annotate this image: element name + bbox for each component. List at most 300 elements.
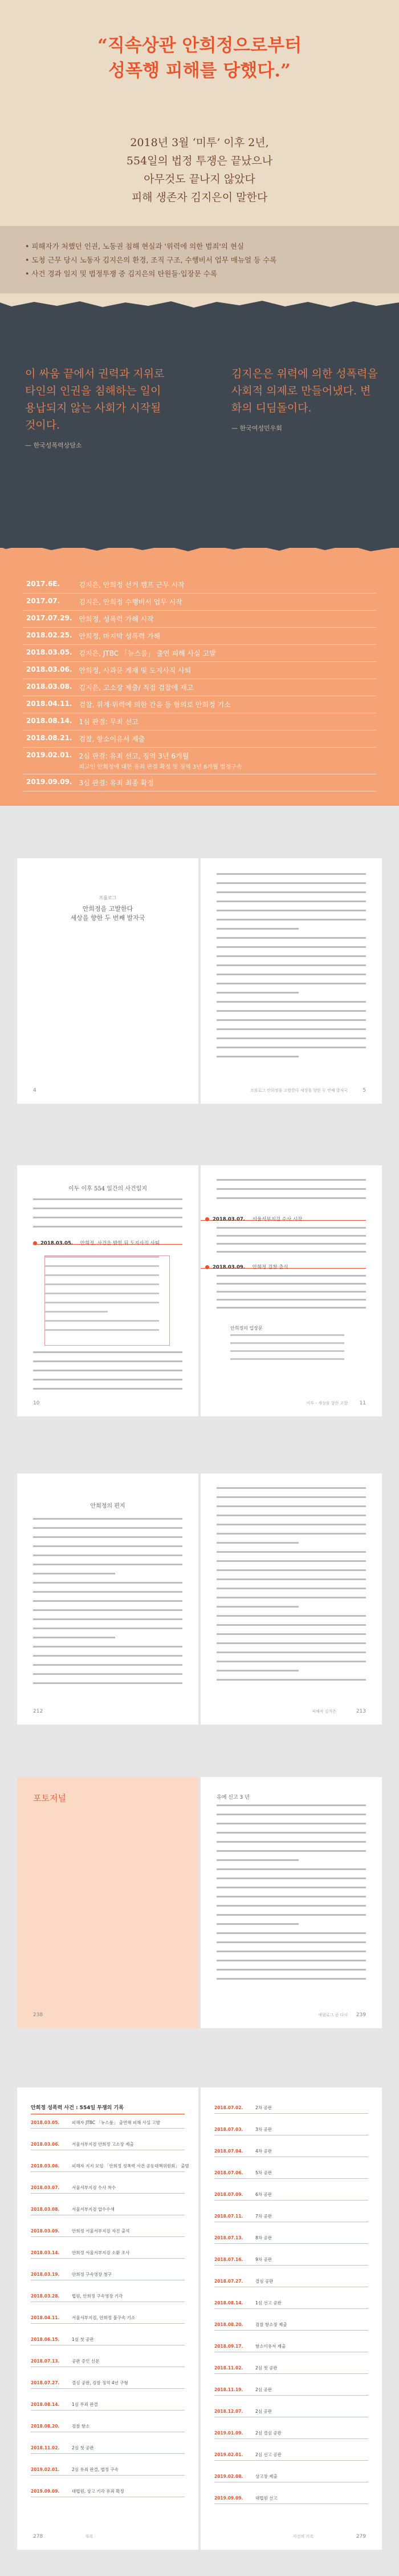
divider xyxy=(214,2330,368,2331)
text-line xyxy=(217,1941,366,1943)
text-line xyxy=(33,1351,182,1353)
timeline-row xyxy=(23,662,376,679)
photo-journal-title: 포토저널 xyxy=(33,1793,66,1803)
chronology-text: 1심 선고 공판 xyxy=(255,2300,282,2306)
text-lines xyxy=(33,1351,182,1403)
text-line xyxy=(217,910,366,911)
text-line xyxy=(45,1293,159,1294)
chronology-row xyxy=(31,2445,94,2451)
timeline-cell xyxy=(75,628,376,645)
chronology-title: 안희정 성폭력 사건 : 554일 투쟁의 기록 xyxy=(31,2105,124,2111)
chronology-text: 2심 결심 공판 xyxy=(255,2430,282,2436)
chronology-row xyxy=(31,2315,135,2321)
book-spread-4 xyxy=(0,1747,399,2067)
chronology-row xyxy=(31,2119,160,2126)
chronology-text: 2심 공판 xyxy=(255,2409,272,2414)
chronology-date: 2018.07.02. xyxy=(214,2105,243,2110)
event-date: 2018.03.05. xyxy=(40,1241,74,1246)
text-line xyxy=(217,891,366,893)
text-line xyxy=(217,882,366,884)
text-line xyxy=(217,1606,299,1608)
bullet-dot xyxy=(205,1265,209,1269)
divider xyxy=(214,2243,368,2244)
text-line xyxy=(217,1814,366,1815)
timeline-text: 김지은, 안희정 수행비서 업무 시작 xyxy=(79,598,182,606)
timeline-row xyxy=(23,628,376,645)
divider xyxy=(31,2388,185,2389)
text-line xyxy=(217,1197,366,1199)
text-line xyxy=(45,1329,159,1331)
statement-title: 안희정의 입장문 xyxy=(230,1326,263,1331)
chronology-date: 2018.07.13. xyxy=(214,2235,243,2240)
text-line xyxy=(217,901,366,902)
chronology-row xyxy=(31,2423,89,2429)
text-line xyxy=(33,1360,182,1362)
hero-sub-line4: 피해 생존자 김지은이 말한다 xyxy=(131,191,268,204)
timeline-date: 2019.09.09. xyxy=(23,774,75,792)
chronology-row xyxy=(214,2300,282,2306)
hero-quote-line1: “직속상관 안희정으로부터 xyxy=(97,35,302,56)
divider xyxy=(31,2236,185,2237)
text-line xyxy=(33,1370,182,1371)
chronology-text: 1심 첫 공판 xyxy=(72,2337,94,2342)
text-line xyxy=(217,1291,366,1293)
timeline-date: 2019.02.01. xyxy=(23,748,75,774)
text-line xyxy=(217,1010,366,1012)
running-footer: 사건의 기록 xyxy=(292,2534,314,2539)
text-line xyxy=(217,1299,366,1301)
chronology-row xyxy=(214,2213,272,2219)
text-line xyxy=(45,1311,108,1313)
text-line xyxy=(217,1588,366,1589)
divider xyxy=(31,2193,185,2194)
chronology-date: 2018.11.02. xyxy=(31,2445,60,2450)
text-line xyxy=(217,1905,366,1907)
prologue-label: 프롤로그 xyxy=(99,895,117,901)
text-line xyxy=(217,1275,366,1277)
text-line xyxy=(33,1555,182,1556)
text-line xyxy=(33,1518,182,1520)
text-line xyxy=(33,1217,182,1218)
chronology-text: 항소이유서 제출 xyxy=(255,2344,286,2349)
timeline-date: 2017.07. xyxy=(23,593,75,611)
chronology-date: 2018.09.17. xyxy=(214,2344,243,2349)
right-endorsement-source: — 한국여성민우회 xyxy=(231,425,282,432)
book-spread-3 xyxy=(0,1451,399,1747)
chronology-row xyxy=(31,2466,119,2473)
text-line xyxy=(217,1505,366,1507)
running-footer: 미투 - 세상을 향한 고발 xyxy=(306,1401,348,1406)
chronology-text: 법원, 안희정 구속영장 기각 xyxy=(72,2294,123,2299)
text-line xyxy=(33,1573,115,1574)
divider xyxy=(214,2308,368,2309)
chronology-text: 2심 공판 xyxy=(255,2387,272,2392)
chronology-row xyxy=(31,2358,99,2364)
event-date: 2018.03.07. xyxy=(213,1217,246,1222)
page-number: 5 xyxy=(363,1088,366,1093)
chronology-row xyxy=(214,2191,272,2198)
chronology-date: 2018.07.06. xyxy=(214,2170,243,2175)
text-line xyxy=(217,1560,366,1562)
chronology-text: 2심 첫 공판 xyxy=(72,2445,94,2450)
chronology-date: 2018.07.11. xyxy=(214,2214,243,2219)
chronology-date: 2018.08.20. xyxy=(31,2424,60,2429)
event-row xyxy=(205,1216,302,1222)
text-line xyxy=(217,1019,366,1021)
timeline-text: 검찰, 위계·위력에 의한 간음 등 혐의로 안희정 기소 xyxy=(79,701,231,709)
text-line xyxy=(217,1179,366,1181)
chronology-text: 결심 공판 xyxy=(255,2279,274,2284)
chronology-text: 2심 첫 공판 xyxy=(255,2365,278,2371)
timeline-cell xyxy=(75,645,376,662)
text-line xyxy=(217,1670,299,1671)
timeline-text: 검찰, 항소이유서 제출 xyxy=(79,735,145,743)
text-line xyxy=(217,946,366,948)
text-line xyxy=(217,964,366,966)
text-line xyxy=(33,1226,182,1228)
chronology-text: 8차 공판 xyxy=(255,2235,272,2240)
text-line xyxy=(33,1591,182,1593)
divider xyxy=(31,2475,185,2476)
chronology-date: 2018.11.02. xyxy=(214,2365,243,2371)
divider xyxy=(31,2128,185,2129)
chronology-text: 대법원 선고 xyxy=(255,2496,278,2501)
page-number: 238 xyxy=(33,2012,43,2018)
chronology-date: 2018.12.07. xyxy=(214,2409,243,2414)
text-line xyxy=(217,1524,366,1525)
event-row xyxy=(205,1263,288,1270)
divider xyxy=(31,2258,185,2259)
text-line xyxy=(217,1578,366,1580)
chronology-text: 검찰 항소 xyxy=(72,2424,90,2429)
text-line xyxy=(217,1227,366,1229)
chronology-date: 2018.06.15. xyxy=(31,2337,60,2342)
chronology-text: 안희정 서울서부지검 소환 조사 xyxy=(72,2250,130,2255)
text-line xyxy=(217,1028,366,1030)
chronology-text: 9차 공판 xyxy=(255,2257,272,2262)
text-line xyxy=(217,1896,366,1897)
text-line xyxy=(217,1914,366,1916)
chronology-row xyxy=(214,2278,273,2284)
text-line xyxy=(217,1615,366,1617)
timeline-text: 1심 판결: 무죄 선고 xyxy=(79,718,139,726)
page-number: 239 xyxy=(356,2012,366,2018)
text-lines xyxy=(217,1275,366,1321)
text-line xyxy=(217,1652,366,1653)
chronology-date: 2018.04.11. xyxy=(31,2315,60,2320)
chronology-text: 결심 공판, 검찰 징역 4년 구형 xyxy=(72,2380,128,2385)
timeline-row xyxy=(23,730,376,748)
chronology-text: 2심 유죄 판결, 법정 구속 xyxy=(72,2467,119,2472)
book-spread-1 xyxy=(0,806,399,1142)
timeline-row xyxy=(23,576,376,593)
chronology-date: 2018.03.06. xyxy=(31,2163,60,2169)
chronology-date: 2019.09.09. xyxy=(214,2496,243,2501)
text-line xyxy=(217,919,366,920)
timeline-text: 김지은, JTBC 「뉴스룸」 출연 피해 사실 고발 xyxy=(79,649,216,657)
hero-bullet: • 사건 경과 일지 및 법정투쟁 중 김지은의 탄원들·입장문 수록 xyxy=(25,269,217,278)
running-footer: 프롤로그 안희정을 고발한다 세상을 향한 두 번째 발자국 xyxy=(250,1088,348,1093)
chronology-text: 서울서부지검 안희정 고소장 제출 xyxy=(72,2142,134,2147)
chronology-date: 2019.02.01. xyxy=(31,2467,60,2472)
text-line xyxy=(217,1307,366,1309)
bullet-dot xyxy=(205,1217,209,1221)
text-line xyxy=(217,1515,366,1516)
text-line xyxy=(33,1655,182,1657)
spread2-left-page xyxy=(17,1165,198,1416)
chapter-title: 안희정의 편지 xyxy=(90,1503,125,1509)
text-line xyxy=(217,1832,366,1834)
text-line xyxy=(217,1679,366,1681)
timeline-date: 2018.02.25. xyxy=(23,628,75,645)
chronology-date: 2018.03.06. xyxy=(31,2142,60,2147)
chronology-text: 안희정 구속영장 청구 xyxy=(72,2272,112,2277)
chronology-text: 6차 공판 xyxy=(255,2192,272,2197)
timeline-text: 2심 판결: 유죄 선고, 징역 3년 6개월 xyxy=(79,752,189,760)
timeline-cell xyxy=(75,774,376,792)
text-line xyxy=(217,1487,366,1489)
timeline-row xyxy=(23,774,376,792)
text-line xyxy=(217,1823,366,1824)
text-line xyxy=(33,1564,182,1565)
text-line xyxy=(33,1646,182,1648)
chronology-row xyxy=(214,2235,272,2241)
text-line xyxy=(217,1932,366,1934)
hero-bullet: • 도청 근무 당시 노동자 김지은의 환경, 조직 구조, 수행비서 업무 매뉴얼 등 수록 xyxy=(25,256,277,264)
text-line xyxy=(33,1609,182,1611)
text-line xyxy=(217,1251,366,1253)
text-line xyxy=(217,992,299,994)
event-text: 서울서부지검 수사 시작 xyxy=(252,1217,303,1222)
text-line xyxy=(33,1600,182,1602)
text-line xyxy=(217,1868,366,1870)
text-line xyxy=(217,1283,366,1285)
chronology-row xyxy=(31,2271,112,2278)
book-spread-2 xyxy=(0,1142,399,1451)
timeline-date: 2018.04.11. xyxy=(23,696,75,713)
chronology-text: 안희정 서울서부지검 자진 출석 xyxy=(72,2228,130,2234)
spread5-left-page xyxy=(17,2088,198,2550)
text-line xyxy=(33,1545,182,1547)
page-number: 213 xyxy=(356,1709,366,1714)
quote-band xyxy=(0,297,399,548)
event-text: 안희정, 사건을 밝힌 뒤 도지사직 사퇴 xyxy=(80,1241,160,1246)
text-line xyxy=(217,1850,366,1852)
chronology-date: 2018.08.14. xyxy=(31,2402,60,2407)
text-line xyxy=(217,1047,366,1048)
hero-bullet: • 피해자가 처했던 인권, 노동권 침해 현실과 '위력에 의한 범죄'의 현실 xyxy=(25,242,244,251)
hero-quote xyxy=(0,33,399,83)
text-line xyxy=(217,983,366,984)
hero-banner xyxy=(0,0,399,297)
torn-edge-timeline xyxy=(0,540,399,556)
chronology-text: 서울서부지검, 안희정 불구속 기소 xyxy=(72,2315,135,2320)
timeline-text: 김지은, 안희정 선거 캠프 근무 시작 xyxy=(79,581,185,589)
timeline-row xyxy=(23,593,376,611)
timeline-row xyxy=(23,679,376,696)
epilogue-title: 유에 신고 3 년 xyxy=(217,1795,250,1800)
timeline-row xyxy=(23,748,376,774)
timeline-cell xyxy=(75,611,376,628)
spread1-right-page xyxy=(201,858,382,1104)
text-line xyxy=(217,1533,366,1535)
chronology-date: 2018.07.09. xyxy=(214,2192,243,2197)
event-date: 2018.03.09. xyxy=(213,1265,246,1270)
left-endorsement xyxy=(25,365,168,454)
text-line xyxy=(217,1551,366,1553)
spread1-left-page xyxy=(17,858,198,1104)
chronology-date: 2018.07.27. xyxy=(214,2279,243,2284)
chronology-row xyxy=(31,2206,115,2212)
running-footer: 에필로그 곧 다시 xyxy=(318,2013,348,2017)
event-row xyxy=(33,1239,160,1246)
text-line xyxy=(217,1235,366,1237)
text-line xyxy=(217,1887,366,1888)
chronology-date: 2019.02.08. xyxy=(214,2474,243,2479)
text-line xyxy=(217,974,366,975)
divider xyxy=(214,2373,368,2374)
text-lines xyxy=(33,1198,182,1238)
chronology-date: 2018.03.28. xyxy=(31,2294,60,2299)
text-line xyxy=(230,1350,344,1352)
text-line xyxy=(33,1388,182,1390)
right-endorsement-text: 김지은은 위력에 의한 성폭력을 사회적 의제로 만들어냈다. 변화의 디딤돌이다. xyxy=(231,368,378,414)
text-line xyxy=(217,1037,366,1039)
page-number: 10 xyxy=(33,1400,40,1406)
chronology-date: 2018.07.16. xyxy=(214,2257,243,2262)
chronology-row xyxy=(214,2408,272,2415)
text-line xyxy=(217,1633,366,1635)
text-lines xyxy=(217,1227,366,1261)
text-line xyxy=(217,1542,299,1544)
hero-sub-line3: 아무것도 끝나지 않았다 xyxy=(144,173,255,185)
divider xyxy=(31,2453,185,2454)
timeline-date: 2017.6E. xyxy=(23,576,75,593)
text-line xyxy=(217,1624,366,1626)
text-line xyxy=(33,1682,182,1684)
page-number: 279 xyxy=(356,2534,366,2539)
chronology-text: 공판 증인 신문 xyxy=(72,2359,100,2364)
chronology-text: 3차 공판 xyxy=(255,2127,272,2132)
divider xyxy=(214,2395,368,2396)
spread3-left-page xyxy=(17,1473,198,1725)
running-footer: 피해자 김지은 xyxy=(312,1709,336,1714)
text-line xyxy=(217,1243,366,1245)
timeline-cell xyxy=(75,679,376,696)
chronology-row xyxy=(214,2430,282,2436)
divider xyxy=(214,2113,368,2114)
chronology-date: 2018.03.05. xyxy=(31,2120,60,2125)
text-line xyxy=(217,1661,366,1662)
chronology-date: 2018.07.03. xyxy=(214,2127,243,2132)
text-line xyxy=(217,1923,299,1925)
chronology-date: 2018.03.14. xyxy=(31,2250,60,2255)
chronology-text: 1심 무죄 판결 xyxy=(72,2402,98,2407)
text-line xyxy=(45,1320,159,1322)
divider xyxy=(31,2323,185,2324)
text-lines xyxy=(217,1487,366,1693)
page-number: 278 xyxy=(33,2534,43,2539)
text-line xyxy=(217,1496,366,1498)
chronology-row xyxy=(214,2148,272,2154)
chronology-row xyxy=(214,2343,286,2349)
book-spread-5 xyxy=(0,2067,399,2576)
timeline-cell xyxy=(75,576,376,593)
timeline-text: 안희정, 성폭력 가해 시작 xyxy=(79,615,154,623)
text-line xyxy=(217,955,366,957)
hero-quote-line2: 성폭행 피해를 당했다.” xyxy=(108,60,291,81)
photo-journal-page xyxy=(17,1777,198,2028)
chronology-text: 상고장 제출 xyxy=(255,2474,278,2479)
text-line xyxy=(33,1664,182,1666)
text-line xyxy=(33,1673,182,1675)
text-lines xyxy=(230,1334,356,1368)
spread3-right-page xyxy=(201,1473,382,1725)
chronology-date: 2019.01.09. xyxy=(214,2430,243,2436)
chronology-row xyxy=(214,2126,272,2133)
timeline-note: 피고인 안희정에 대한 유죄 판결 확정 및 징역 3년 6개월 법정구속 xyxy=(79,764,242,770)
bullet-dot xyxy=(33,1241,37,1245)
chronology-date: 2018.07.13. xyxy=(31,2359,60,2364)
chronology-row xyxy=(31,2488,124,2494)
divider xyxy=(214,2438,368,2439)
spread5-right-page xyxy=(201,2088,382,2550)
timeline-date: 2018.03.08. xyxy=(23,679,75,696)
text-line xyxy=(217,873,366,875)
chronology-text: 피해자 JTBC 「뉴스룸」 출연해 피해 사실 고발 xyxy=(72,2120,161,2125)
hero-sub-line2: 554일의 법정 투쟁은 끝났으나 xyxy=(126,155,273,167)
text-line xyxy=(45,1256,159,1258)
text-line xyxy=(45,1274,159,1276)
timeline-cell xyxy=(75,593,376,611)
text-line xyxy=(33,1208,182,1209)
text-line xyxy=(217,1878,366,1879)
spread2-right-page xyxy=(201,1165,382,1416)
text-line xyxy=(217,1597,366,1598)
chronology-date: 2018.03.09. xyxy=(31,2228,60,2234)
right-endorsement xyxy=(231,365,380,437)
page-number: 212 xyxy=(33,1709,43,1714)
text-line xyxy=(217,1960,366,1961)
timeline-date: 2017.07.29. xyxy=(23,611,75,628)
chronology-date: 2018.07.27. xyxy=(31,2380,60,2385)
chronology-text: 4차 공판 xyxy=(255,2149,272,2154)
divider xyxy=(31,2171,185,2172)
chronology-text: 대법원, 상고 기각 유죄 확정 xyxy=(72,2489,124,2494)
chronology-row xyxy=(31,2250,129,2256)
timeline-text: 3심 판결: 유죄 최종 확정 xyxy=(79,779,154,787)
chronology-row xyxy=(214,2170,272,2176)
hero-sub-line1: 2018년 3월 ‘미투’ 이후 2년, xyxy=(130,136,269,149)
text-line xyxy=(33,1379,182,1380)
chronology-row xyxy=(214,2452,282,2458)
chronology-row xyxy=(31,2228,129,2234)
text-lines xyxy=(217,1179,366,1208)
text-line xyxy=(33,1527,182,1529)
text-lines xyxy=(217,873,366,1067)
chronology-date: 2018.03.19. xyxy=(31,2272,60,2277)
chronology-text: 5차 공판 xyxy=(255,2170,272,2175)
chapter-title: 이두 이후 554 일간의 사건일지 xyxy=(68,1186,148,1192)
page-number: 4 xyxy=(33,1088,36,1093)
text-line xyxy=(217,1569,366,1571)
running-footer: 부록 xyxy=(85,2534,93,2539)
chronology-text: 2심 선고 공판 xyxy=(255,2452,282,2457)
chronology-row xyxy=(31,2336,94,2343)
chronology-row xyxy=(214,2365,278,2371)
page-number: 11 xyxy=(359,1400,366,1406)
timeline-text: 안희정, 사과문 게재 및 도지사직 사퇴 xyxy=(79,667,192,675)
